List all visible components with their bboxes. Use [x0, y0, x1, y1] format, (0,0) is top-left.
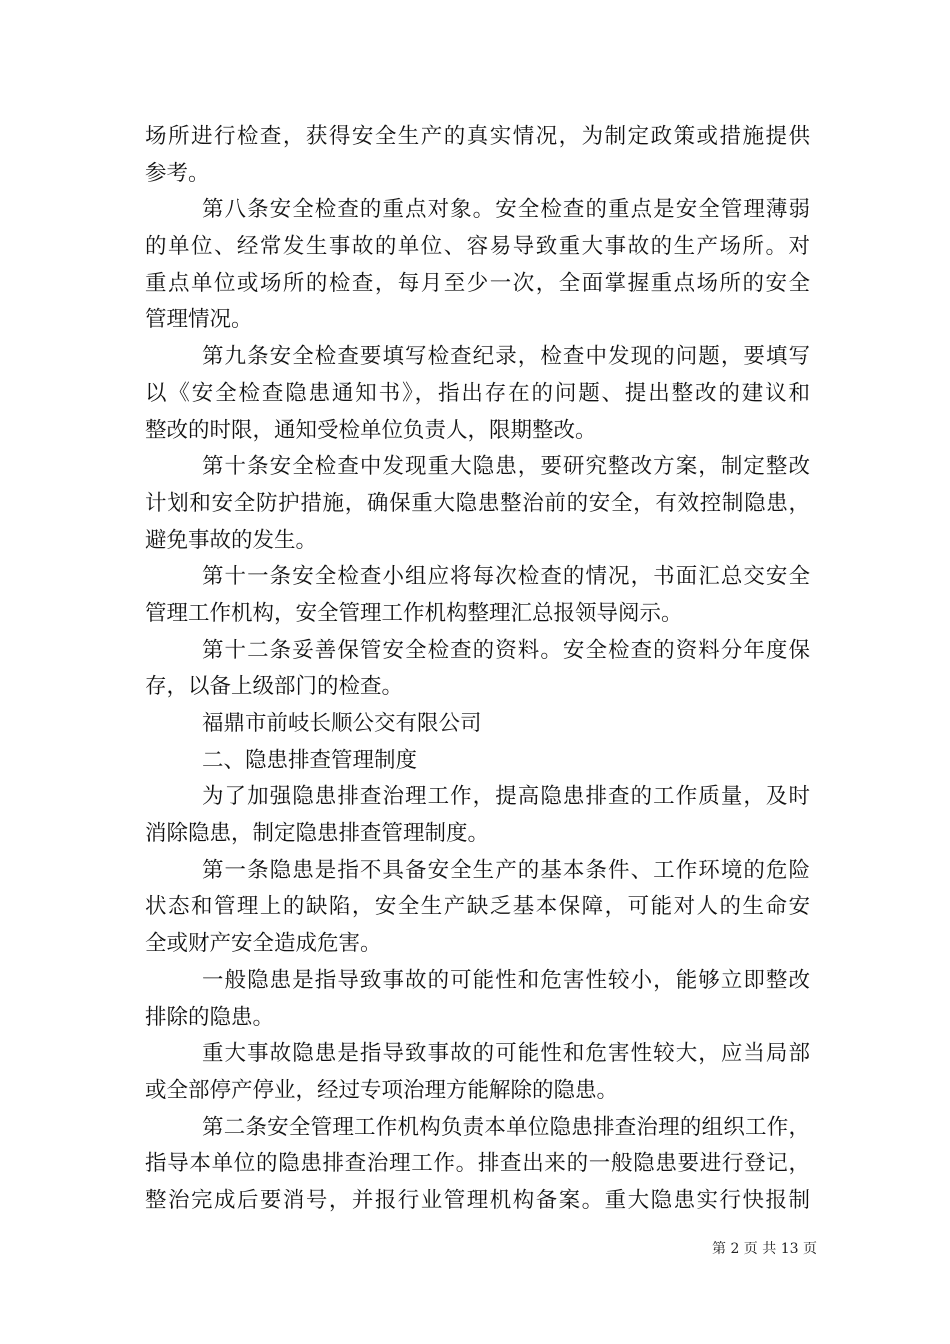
text-line: 参考。 [145, 160, 210, 186]
text-line: 第一条隐患是指不具备安全生产的基本条件、工作环境的危险 [202, 857, 810, 883]
text-line: 重大事故隐患是指导致事故的可能性和危害性较大，应当局部 [202, 1041, 810, 1067]
text-line: 为了加强隐患排查治理工作，提高隐患排查的工作质量，及时 [202, 784, 810, 810]
section-heading: 二、隐患排查管理制度 [202, 747, 418, 773]
text-line: 存，以备上级部门的检查。 [145, 674, 404, 700]
text-line: 状态和管理上的缺陷，安全生产缺乏基本保障，可能对人的生命安 [145, 894, 810, 920]
text-line: 以《安全检查隐患通知书》，指出存在的问题、提出整改的建议和 [145, 380, 810, 406]
page-number: 第 2 页 共 13 页 [712, 1241, 817, 1257]
text-line: 第八条安全检查的重点对象。安全检查的重点是安全管理薄弱 [202, 197, 810, 223]
text-line: 排除的隐患。 [145, 1004, 275, 1030]
text-line: 或全部停产停业，经过专项治理方能解除的隐患。 [145, 1077, 619, 1103]
text-line: 的单位、经常发生事故的单位、容易导致重大事故的生产场所。对 [145, 234, 810, 260]
text-line: 一般隐患是指导致事故的可能性和危害性较小，能够立即整改 [202, 967, 810, 993]
text-line: 第十二条妥善保管安全检查的资料。安全检查的资料分年度保 [202, 637, 810, 663]
text-line: 场所进行检查，获得安全生产的真实情况，为制定政策或措施提供 [145, 124, 810, 149]
text-line: 指导本单位的隐患排查治理工作。排查出来的一般隐患要进行登记， [145, 1151, 810, 1177]
company-name: 福鼎市前岐长顺公交有限公司 [202, 711, 482, 736]
text-line: 第二条安全管理工作机构负责本单位隐患排查治理的组织工作， [202, 1114, 810, 1140]
text-line: 全或财产安全造成危害。 [145, 931, 382, 957]
text-line: 消除隐患，制定隐患排查管理制度。 [145, 821, 490, 847]
text-line: 整治完成后要消号，并报行业管理机构备案。重大隐患实行快报制 [145, 1187, 810, 1213]
text-line: 整改的时限，通知受检单位负责人，限期整改。 [145, 417, 597, 443]
text-line: 管理情况。 [145, 307, 253, 333]
text-line: 避免事故的发生。 [145, 527, 318, 553]
text-line: 第十一条安全检查小组应将每次检查的情况，书面汇总交安全 [202, 564, 810, 590]
text-line: 第十条安全检查中发现重大隐患，要研究整改方案，制定整改 [202, 454, 810, 480]
text-line: 重点单位或场所的检查，每月至少一次，全面掌握重点场所的安全 [145, 270, 810, 296]
text-line: 计划和安全防护措施，确保重大隐患整治前的安全，有效控制隐患， [145, 490, 810, 516]
text-line: 管理工作机构，安全管理工作机构整理汇总报领导阅示。 [145, 600, 683, 626]
document-body [145, 119, 810, 1220]
text-line: 第九条安全检查要填写检查纪录，检查中发现的问题，要填写 [202, 344, 810, 370]
